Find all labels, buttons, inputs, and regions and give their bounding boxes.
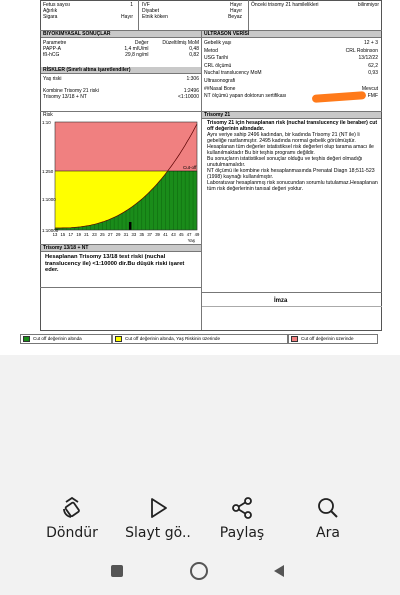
chart-title: Risk bbox=[43, 112, 53, 118]
share-button[interactable]: Paylaş bbox=[202, 496, 282, 542]
fetus-row: Fetus sayısı 1 Ağırlık Sigara Hayır bbox=[43, 2, 133, 21]
y-tick-label: 1:10000 bbox=[42, 228, 59, 233]
risk-chart bbox=[41, 118, 201, 244]
biochem-header: Parametre Değer Düzeltilmiş MoM bbox=[43, 40, 199, 46]
x-tick-label: 23 bbox=[92, 232, 97, 237]
risk-title: RİSKLER (Sınırlı altına işaretlendiler) bbox=[41, 67, 201, 74]
recents-button[interactable] bbox=[111, 565, 123, 577]
search-button[interactable]: Ara bbox=[288, 496, 368, 542]
x-tick-label: 29 bbox=[115, 232, 121, 237]
share-icon bbox=[230, 496, 254, 520]
x-tick-label: 19 bbox=[76, 232, 82, 237]
ultrasound-title: ULTRASON VERİSİ bbox=[202, 31, 381, 38]
ultra-row: Nuchal translucency MoM 0,93 bbox=[204, 70, 378, 77]
slideshow-button[interactable]: Slayt gö.. bbox=[118, 496, 198, 542]
ultra-row: ##Nasal Bone Mevcut bbox=[204, 85, 378, 92]
risk-chart-section bbox=[41, 112, 201, 244]
legend-red: Cut off değerinin üzerinde bbox=[288, 334, 378, 344]
green-swatch bbox=[23, 336, 30, 342]
legend-green: Cut off değerinin altında bbox=[20, 334, 112, 344]
x-tick-label: 33 bbox=[131, 232, 137, 237]
rotate-button[interactable]: Döndür bbox=[32, 496, 112, 542]
home-button[interactable] bbox=[190, 562, 208, 580]
x-tick-label: 43 bbox=[170, 232, 176, 237]
ultra-row: Gebelik yaşı 12 + 3 bbox=[204, 40, 378, 46]
x-axis-label: Yaş bbox=[187, 238, 195, 243]
x-tick-label: 13 bbox=[52, 232, 58, 237]
biochem-row-papp: PAPP-A 1,4 mIU/ml 0,48 bbox=[43, 46, 199, 53]
y-tick-label: 1:250 bbox=[42, 169, 54, 174]
t21-line: Aynı veriye sahip 2496 kadından, bir kadında Trisomy 21 (NT ile) li gebeliğe rastlanmıştır. 2495 kadında normal gebelik görülmüştür. bbox=[207, 132, 360, 144]
back-button[interactable] bbox=[272, 564, 286, 578]
t21-line: Laboratuvar hesaplanmış risk sonucundan sorumlu tutulamaz.Hesaplanan tüm risk değerlerinin tanısal değeri yoktur. bbox=[207, 180, 378, 192]
zone-above-cutoff bbox=[55, 122, 197, 171]
x-tick-label: 17 bbox=[68, 232, 74, 237]
x-tick-label: 49 bbox=[194, 232, 200, 237]
x-tick-label: 31 bbox=[123, 232, 129, 237]
search-icon bbox=[316, 496, 340, 520]
ultra-row: NT ölçümü yapan doktorun sertifikası FMF bbox=[204, 93, 378, 100]
ultra-row: Ultrasonografi bbox=[204, 77, 236, 84]
x-tick-label: 25 bbox=[99, 232, 105, 237]
ivf-row: IVF Hayır Diyabet Hayır Etnik köken Beyaz bbox=[142, 2, 242, 21]
play-icon bbox=[146, 496, 170, 520]
t21-summary: Trisomy 21 için hesaplanan risk (nuchal translucency ile beraber) cut off değerinin altındadır. bbox=[207, 120, 378, 132]
t1318-section bbox=[41, 245, 201, 276]
combined-risk-row: Kombine Trisomy 21 riski 1:2496 bbox=[43, 88, 199, 95]
t1318-risk-row: Trisomy 13/18 + NT <1:10000 bbox=[43, 94, 199, 101]
t1318-title: Trisomy 13/18 + NT bbox=[41, 245, 201, 252]
legend-yellow: Cut off değerinin altında, Yaş Riskinin üzerinde bbox=[112, 334, 288, 344]
biochem-row-hcg: fß-hCG 29,8 ng/ml 0,82 bbox=[43, 52, 199, 59]
t21-line: NT ölçümü ile kombine risk hesaplanmasında Prenatal Diagn 18;511-523 (1998) kaynağı kullanılmıştır. bbox=[207, 168, 375, 180]
x-tick-label: 15 bbox=[60, 232, 66, 237]
risk-section bbox=[41, 67, 201, 101]
age-risk-row: Yaş riski 1:306 bbox=[43, 76, 199, 82]
patient-marker bbox=[129, 222, 132, 230]
rotate-icon bbox=[60, 496, 84, 520]
prev-pregnancy-row: Önceki trisomy 21 hamilelikleri bilinmiyor bbox=[251, 2, 379, 8]
t21-title: Trisomy 21 bbox=[202, 112, 381, 119]
ultra-row: USG Tarihi 13/12/22 bbox=[204, 55, 378, 62]
x-tick-label: 41 bbox=[163, 232, 168, 237]
action-bar bbox=[0, 490, 400, 550]
y-tick-label: 1:10 bbox=[42, 120, 51, 125]
ultrasound-section bbox=[202, 31, 381, 101]
biochem-section bbox=[41, 31, 201, 59]
x-tick-label: 45 bbox=[178, 232, 184, 237]
ultra-row: CRL ölçümü 62,2 bbox=[204, 62, 378, 69]
cutoff-label: Cut-off bbox=[183, 165, 197, 170]
signature-label: İmza bbox=[274, 298, 288, 304]
system-nav-bar bbox=[0, 550, 400, 595]
t21-line: Bu sonuçların istatistiksel sonuçlar olduğu ve teşhis değeri olmadığı unutulmamalıdır. bbox=[207, 156, 363, 168]
biochem-title: BIYOKIMYASAL SONUÇLAR bbox=[41, 31, 201, 38]
x-tick-label: 47 bbox=[186, 232, 192, 237]
yellow-swatch bbox=[115, 336, 122, 342]
t21-section bbox=[202, 112, 381, 192]
x-tick-label: 37 bbox=[147, 232, 153, 237]
x-tick-label: 39 bbox=[155, 232, 160, 237]
red-swatch bbox=[291, 336, 298, 342]
x-tick-label: 27 bbox=[107, 232, 113, 237]
x-tick-label: 21 bbox=[84, 232, 89, 237]
t21-line: Hesaplanan tüm değerler istatistiksel risk değerleri olup tarama amacı ile kullanılmaktadır Bu bir teşhis programı değildir. bbox=[207, 144, 374, 156]
y-tick-label: 1:1000 bbox=[42, 197, 56, 202]
ultra-row: Metod CRL Robinson bbox=[204, 47, 378, 54]
x-tick-label: 35 bbox=[139, 232, 145, 237]
t1318-text: Hesaplanan Trisomy 13/18 test riski (nuchal translucency ile) <1:10000 dir.Bu düşük riski işaret eder. bbox=[45, 254, 185, 274]
